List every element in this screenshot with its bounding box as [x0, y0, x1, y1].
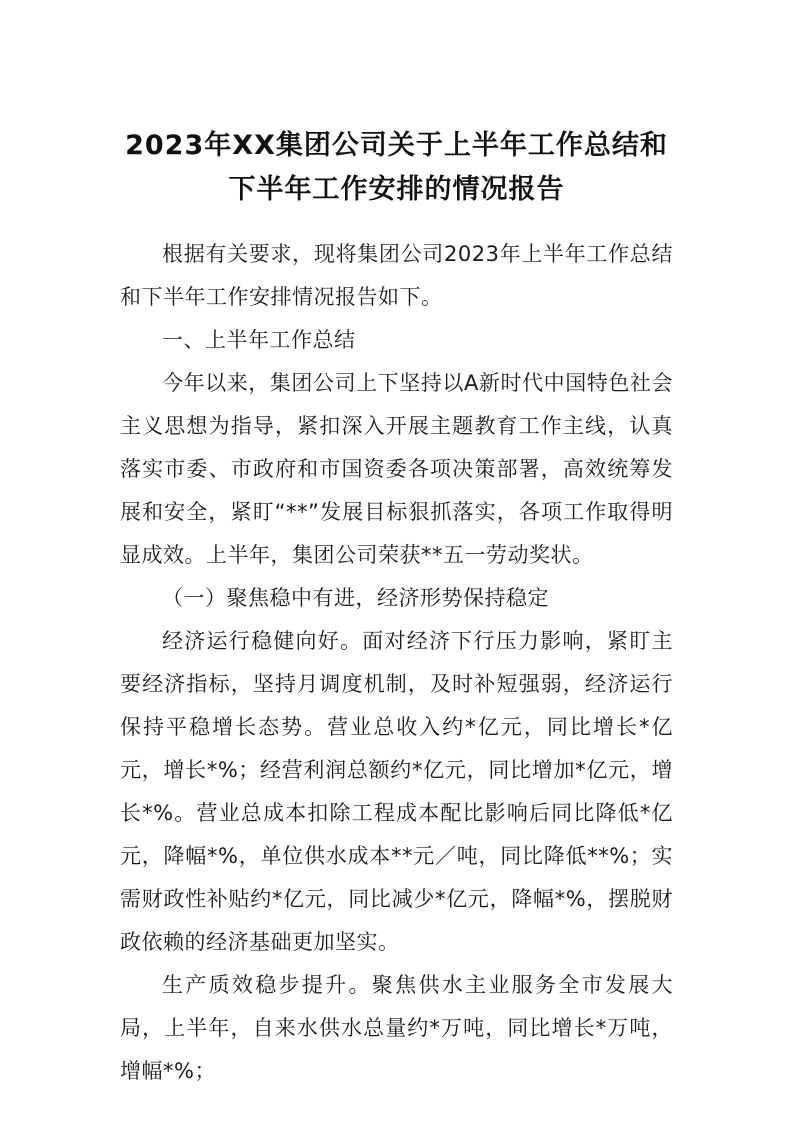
document-title-line-2: 下半年工作安排的情况报告 — [228, 174, 565, 205]
subsection-heading-1: （一）聚焦稳中有进，经济形势保持稳定 — [162, 586, 549, 610]
intro-paragraph: 根据有关要求，现将集团公司2023年上半年工作总结和下半年工作安排情况报告如下。 — [120, 242, 673, 309]
summary-paragraph: 今年以来，集团公司上下坚持以A新时代中国特色社会主义思想为指导，紧扣深入开展主题教育工作主线，认真落实市委、市政府和市国资委各项决策部署，高效统筹发展和安全，紧盯“**”发展目标狠抓落实，各项工作取得明显成效。上半年，集团公司荣获**五一劳动奖状。 — [120, 371, 673, 567]
section-heading-1: 一、上半年工作总结 — [162, 328, 356, 352]
economy-paragraph: 经济运行稳健向好。面对经济下行压力影响，紧盯主要经济指标，坚持月调度机制，及时补短强弱，经济运行保持平稳增长态势。营业总收入约*亿元，同比增长*亿元，增长*%；经营利润总额约*亿元，同比增加*亿元，增长*%。营业总成本扣除工程成本配比影响后同比降低*亿元，降幅*%，单位供水成本**元／吨，同比降低**%；实需财政性补贴约*亿元，同比减少*亿元，降幅*%，摆脱财政依赖的经济基础更加坚实。 — [120, 629, 673, 954]
production-paragraph: 生产质效稳步提升。聚焦供水主业服务全市发展大局，上半年，自来水供水总量约*万吨，同比增长*万吨，增幅*%； — [120, 973, 673, 1083]
document-title-line-1: 2023年XX集团公司关于上半年工作总结和 — [125, 130, 668, 161]
document-body — [120, 233, 673, 1093]
